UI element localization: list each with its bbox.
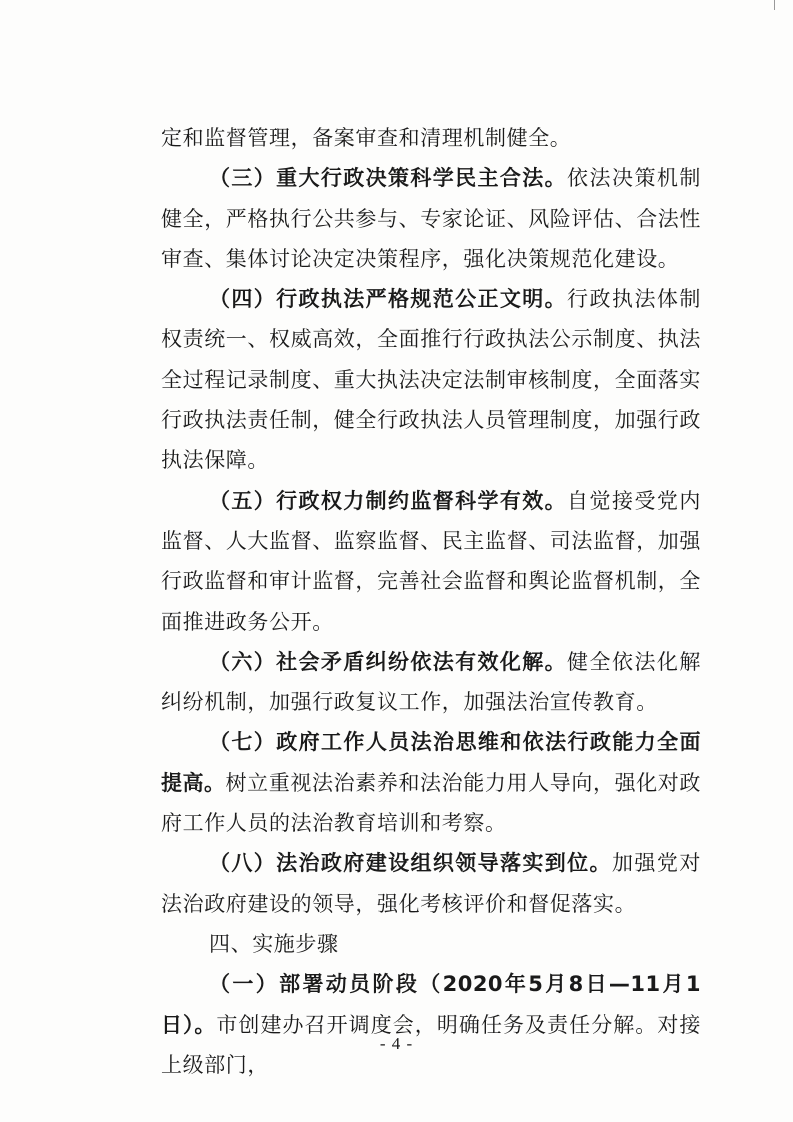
paragraph-2-text: 依法决策机制健全，严格执行公共参与、专家论证、风险评估、合法性审查、集体讨论决定决策程序，强化决策规范化建设。: [161, 166, 701, 271]
paragraph-5-heading: （六）社会矛盾纠纷依法有效化解。: [209, 649, 568, 674]
scan-mark: [774, 0, 775, 10]
paragraph-1: [161, 118, 701, 158]
paragraph-5-text: 健全依法化解纠纷机制，加强行政复议工作，加强法治宣传教育。: [161, 649, 701, 715]
page-number: - 4 -: [379, 1034, 414, 1053]
section-heading: [161, 924, 701, 964]
paragraph-3-heading: （四）行政执法严格规范公正文明。: [209, 287, 568, 312]
paragraph-9: [161, 964, 701, 1085]
paragraph-9-heading: （一）部署动员阶段（2020年5月8日—11月1日）。: [161, 972, 701, 1037]
paragraph-4-heading: （五）行政权力制约监督科学有效。: [209, 488, 568, 513]
paragraph-4-text: 自觉接受党内监督、人大监督、监察监督、民主监督、司法监督，加强行政监督和审计监督，完善社会监督和舆论监督机制，全面推进政务公开。: [161, 488, 701, 634]
paragraph-3: [161, 279, 701, 480]
paragraph-7-heading: （八）法治政府建设组织领导落实到位。: [209, 851, 612, 876]
paragraph-6-heading: （七）政府工作人员法治思维和依法行政能力全面提高。: [161, 730, 701, 795]
paragraph-6: [161, 722, 701, 843]
paragraph-2: [161, 158, 701, 279]
paragraph-2-heading: （三）重大行政决策科学民主合法。: [209, 166, 568, 191]
paragraph-9-text: 市创建办召开调度会，明确任务及责任分解。对接上级部门，: [161, 1012, 702, 1077]
paragraph-6-text: 树立重视法治素养和法治能力用人导向，强化对政府工作人员的法治教育培训和考察。: [161, 770, 702, 836]
paragraph-1-text: 定和监督管理，备案审查和清理机制健全。: [161, 126, 572, 150]
paragraph-3-text: 行政执法体制权责统一、权威高效，全面推行行政执法公示制度、执法全过程记录制度、重大执法决定法制审核制度，全面落实行政执法责任制，健全行政执法人员管理制度，加强行政执法保障。: [161, 287, 701, 473]
paragraph-5: [161, 642, 701, 723]
paragraph-7-text: 加强党对法治政府建设的领导，强化考核评价和督促落实。: [161, 851, 701, 916]
document-body: [161, 118, 701, 1085]
paragraph-7: [161, 843, 701, 924]
section-heading-text: 四、实施步骤: [209, 931, 339, 956]
paragraph-4: [161, 481, 701, 642]
